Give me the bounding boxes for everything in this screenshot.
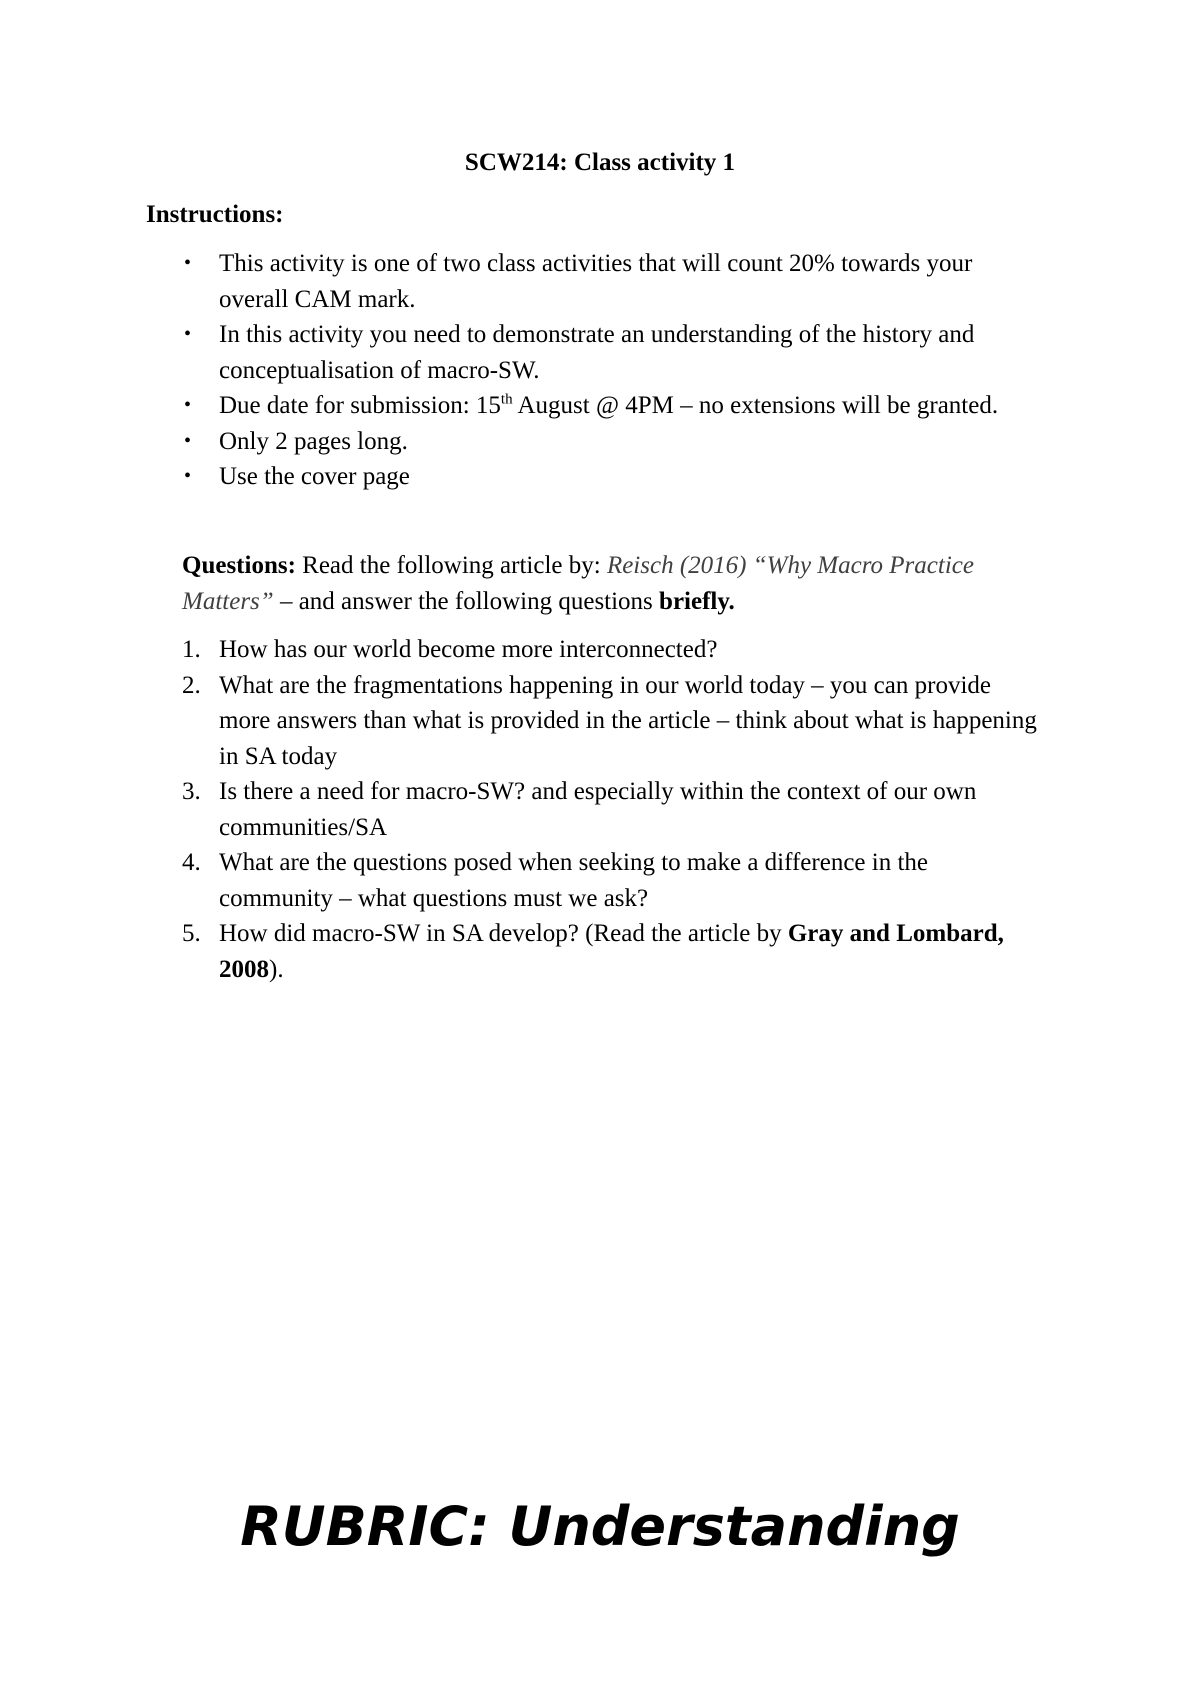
question-item: [146, 668, 1046, 775]
questions-label: Questions:: [182, 552, 296, 579]
question-text: What are the fragmentations happening in our world today – you can provide more answers than what is provided in the article – think about what is happening in SA today: [219, 671, 1037, 770]
due-date-text-before: Due date for submission: 15: [219, 392, 501, 419]
instruction-text: Use the cover page: [219, 463, 410, 490]
question-text-after: ).: [269, 955, 284, 983]
due-date-text-after: August @ 4PM – no extensions will be granted.: [512, 392, 999, 419]
question-number: 4.: [182, 849, 201, 876]
question-number: 5.: [182, 920, 201, 947]
bullet-icon: •: [184, 394, 192, 416]
questions-intro: [182, 548, 1042, 619]
instruction-item: [146, 459, 1046, 495]
date-ordinal-suffix: th: [500, 391, 513, 408]
question-item: [146, 916, 1046, 987]
instruction-item: [146, 424, 1046, 460]
bullet-icon: •: [184, 252, 192, 274]
instruction-item: [146, 246, 1046, 317]
questions-emphasis: briefly.: [659, 587, 735, 615]
questions-list: [146, 632, 1046, 987]
instructions-heading: Instructions:: [146, 201, 284, 228]
question-number: 1.: [182, 636, 201, 663]
question-number: 2.: [182, 671, 201, 699]
questions-text-after: – and answer the following questions: [273, 587, 660, 615]
question-text: Is there a need for macro-SW? and especially within the context of our own communities/SA: [219, 778, 977, 841]
question-number: 3.: [182, 778, 201, 805]
rubric-heading: RUBRIC: Understanding: [240, 1495, 960, 1558]
bullet-icon: •: [184, 429, 192, 452]
instruction-text: In this activity you need to demonstrate an understanding of the history and conceptualisation of macro-SW.: [219, 321, 975, 384]
question-item: [146, 774, 1046, 845]
instructions-list: [146, 246, 1046, 495]
instruction-text: This activity is one of two class activities that will count 20% towards your overall CAM mark.: [219, 250, 973, 313]
bullet-icon: •: [184, 465, 192, 487]
questions-text-before: Read the following article by:: [295, 552, 607, 579]
question-text-before: How did macro-SW in SA develop? (Read the article by: [219, 920, 788, 947]
instruction-item: [146, 388, 1046, 424]
article-reference: Reisch (2016) “Why Macro Practice Matters”: [182, 552, 974, 615]
question-item: [146, 845, 1046, 916]
question-text: What are the questions posed when seeking to make a difference in the community – what questions must we ask?: [219, 849, 929, 912]
bullet-icon: •: [184, 323, 192, 345]
question-text: How has our world become more interconnected?: [219, 636, 718, 663]
article-citation: Gray and Lombard, 2008: [219, 920, 1004, 983]
question-item: [146, 632, 1046, 668]
document-title: SCW214: Class activity 1: [464, 149, 736, 176]
instruction-item: [146, 317, 1046, 388]
instruction-text: Only 2 pages long.: [219, 427, 408, 455]
